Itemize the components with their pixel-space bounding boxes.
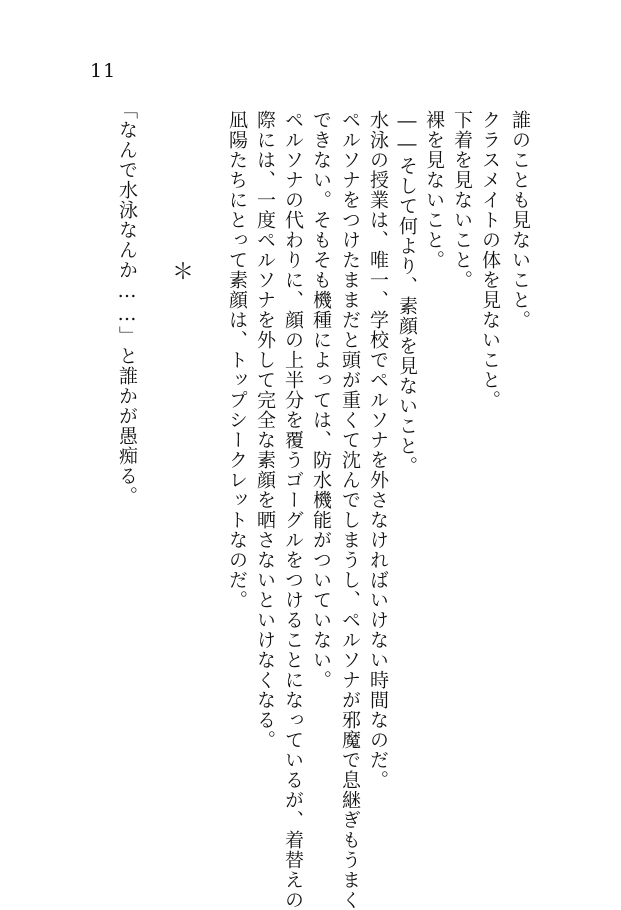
text-line-1: 誰のことも見ないこと。: [509, 110, 531, 330]
text-line-6: 水泳の授業は、唯一、学校でペルソナを外さなければいけない時間なのだ。: [367, 110, 389, 790]
text-line-2: クラスメイトの体を見ないこと。: [479, 110, 501, 410]
text-line-3: 下着を見ないこと。: [451, 110, 473, 290]
text-line-11: 凪陽たちにとって素顔は、トップシークレットなのだ。: [226, 110, 248, 610]
text-line-4: 裸を見ないこと。: [423, 110, 445, 270]
text-line-10: 際には、一度ペルソナを外して完全な素顔を晒さないといけなくなる。: [254, 110, 276, 750]
page-number: 11: [90, 60, 117, 82]
text-line-5: ――そして何より、素顔を見ないこと。: [396, 110, 418, 476]
text-line-7: ペルソナをつけたままだと頭が重くて沈んでしまうし、ペルソナが邪魔で息継ぎもうまく: [339, 110, 361, 910]
section-separator: ＊: [172, 260, 195, 285]
text-line-9: ペルソナの代わりに、顔の上半分を覆うゴーグルをつけることになっているが、着替えの: [282, 110, 304, 910]
final-line: 「なんで水泳なんか……」と誰かが愚痴る。: [116, 100, 138, 506]
text-line-8: できない。そもそも機種によっては、防水機能がついていない。: [310, 110, 332, 690]
